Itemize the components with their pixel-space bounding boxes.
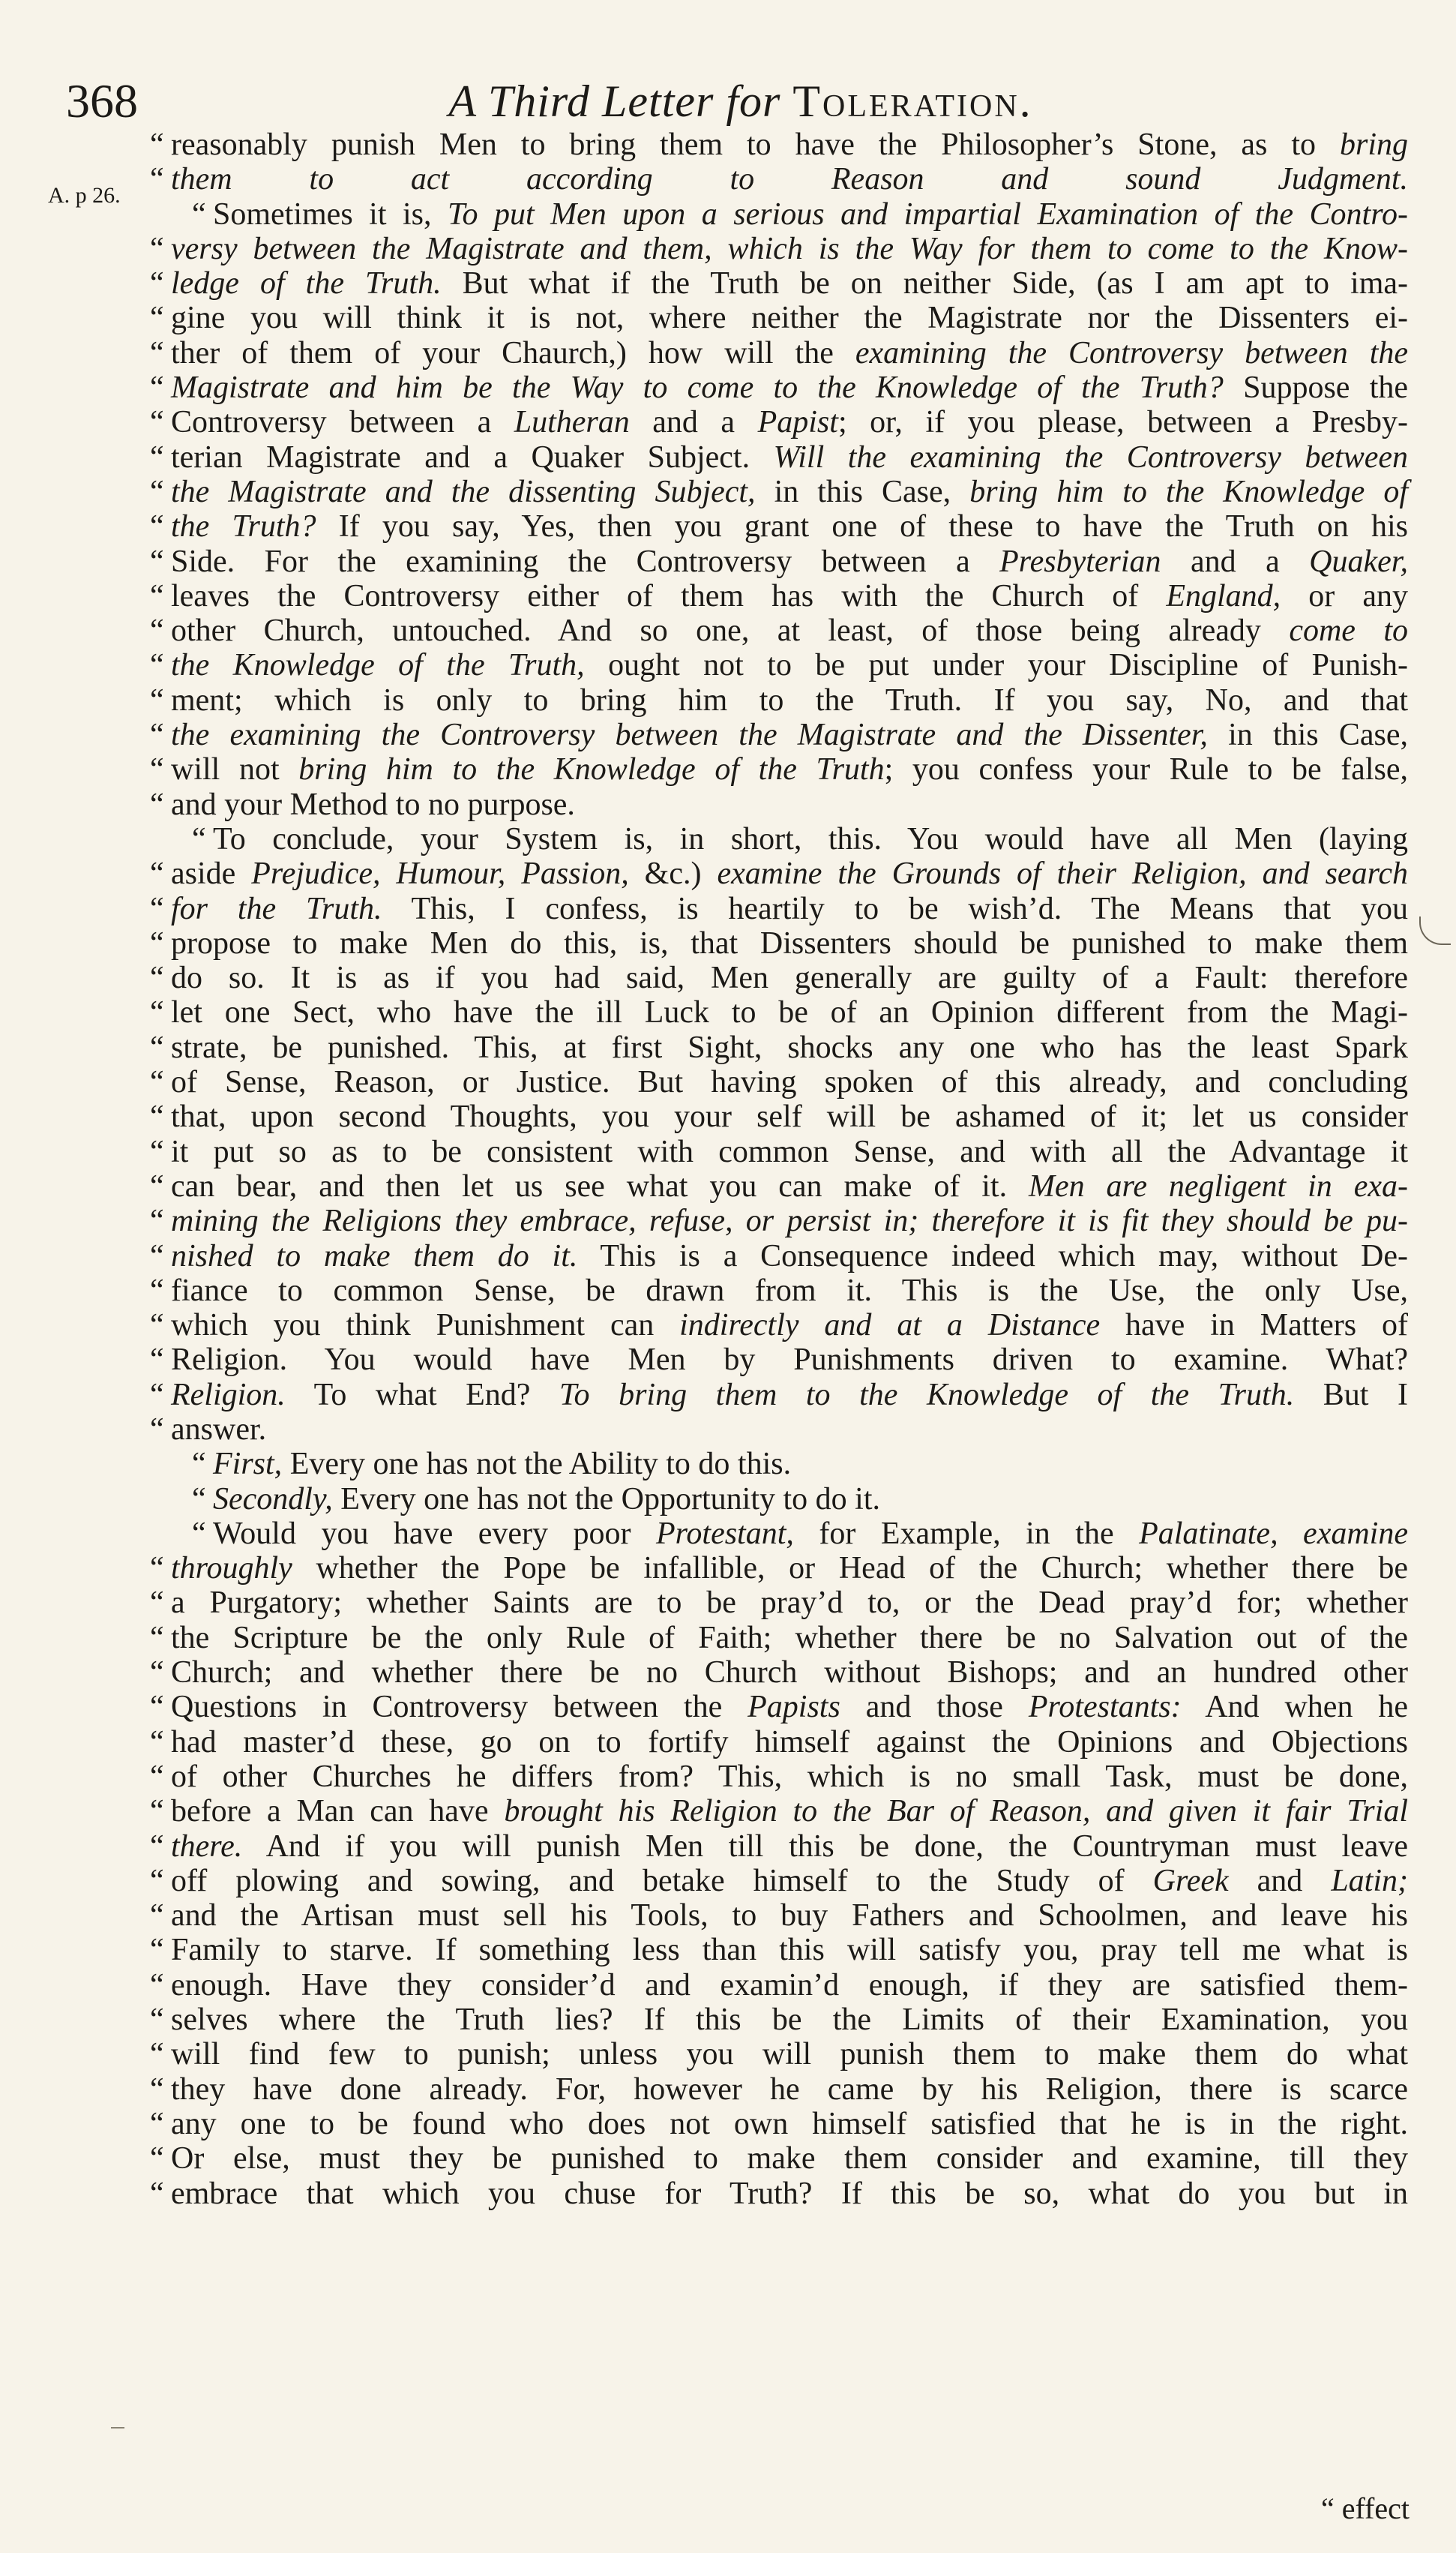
quote-mark: “ xyxy=(150,1377,164,1412)
text-line xyxy=(150,1100,1408,1135)
line-text: leaves the Controversy either of them has with the Church of England, or any xyxy=(171,578,1408,614)
text-line xyxy=(150,2106,1408,2141)
line-text: Religion. To what End? To bring them to the Knowledge of the Truth. But I xyxy=(171,1377,1409,1412)
quote-mark: “ xyxy=(150,1308,164,1343)
text-line xyxy=(150,1863,1408,1898)
line-text: fiance to common Sense, be drawn from it. This is the Use, the only Use, xyxy=(171,1273,1408,1308)
line-text: it put so as to be consistent with common Sense, and with all the Advantage it xyxy=(171,1134,1408,1169)
quote-mark: “ xyxy=(150,301,164,336)
quote-mark: “ xyxy=(150,578,164,614)
text-line xyxy=(150,648,1409,683)
line-text: Or else, must they be punished to make them consider and examine, till they xyxy=(171,2141,1408,2176)
line-text: Church; and whether there be no Church without Bishops; and an hundred other xyxy=(171,1655,1408,1690)
line-text: propose to make Men do this, is, that Dissenters should be punished to make them xyxy=(171,926,1408,961)
line-text: To conclude, your System is, in short, this. You would have all Men (laying xyxy=(213,821,1408,856)
text-line xyxy=(150,2002,1408,2038)
quote-mark: “ xyxy=(150,1168,164,1204)
text-line xyxy=(150,1898,1408,1934)
quote-mark: “ xyxy=(150,1586,164,1621)
line-text: aside Prejudice, Humour, Passion, &c.) examine the Grounds of their Religion, and search xyxy=(171,856,1408,892)
text-line xyxy=(150,1273,1408,1308)
line-text: the Magistrate and the dissenting Subject, in this Case, bring him to the Knowledge of xyxy=(171,474,1408,509)
quote-mark: “ xyxy=(150,648,164,683)
text-line xyxy=(150,1030,1408,1065)
line-text: gine you will think it is not, where neither the Magistrate nor the Dissenters ei- xyxy=(171,301,1408,336)
quote-mark: “ xyxy=(150,370,164,406)
line-text: can bear, and then let us see what you can make of it. Men are negligent in exa- xyxy=(171,1168,1408,1204)
quote-mark: “ xyxy=(150,405,164,440)
quote-mark: “ xyxy=(150,926,164,961)
line-text: embrace that which you chuse for Truth? If this be so, what do you but in xyxy=(171,2176,1408,2211)
quote-mark: “ xyxy=(150,2002,164,2038)
quote-mark: “ xyxy=(150,1551,164,1586)
quote-mark: “ xyxy=(150,1065,164,1100)
quote-mark: “ xyxy=(150,1794,164,1829)
quote-mark: “ xyxy=(192,821,206,856)
quote-mark: “ xyxy=(150,474,164,509)
text-line xyxy=(150,614,1408,649)
text-line xyxy=(150,961,1408,996)
text-line xyxy=(150,1238,1408,1274)
quote-mark: “ xyxy=(150,1724,164,1760)
text-line xyxy=(150,1412,1408,1447)
line-text: First, Every one has not the Ability to do this. xyxy=(213,1447,792,1482)
margin-mark xyxy=(111,2427,124,2428)
line-text: other Church, untouched. And so one, at least, of those being already come to xyxy=(171,614,1408,649)
line-text: do so. It is as if you had said, Men generally are guilty of a Fault: therefore xyxy=(171,961,1408,996)
line-text: Family to starve. If something less than this will satisfy you, pray tell me what is xyxy=(171,1933,1408,1968)
line-text: selves where the Truth lies? If this be the Limits of their Examination, you xyxy=(171,2002,1408,2038)
text-line xyxy=(150,1065,1408,1100)
text-line xyxy=(150,891,1408,926)
quote-mark: “ xyxy=(150,1100,164,1135)
line-text: Secondly, Every one has not the Opportunity to do it. xyxy=(213,1481,881,1516)
quote-mark: “ xyxy=(150,1898,164,1934)
text-line xyxy=(150,128,1408,162)
quote-mark: “ xyxy=(150,1828,164,1864)
text-line xyxy=(171,1447,1408,1481)
margin-bracket-mark xyxy=(1419,916,1451,945)
line-text: had master’d these, go on to fortify himself against the Opinions and Objections xyxy=(171,1724,1408,1760)
marginal-reference: A. p 26. xyxy=(48,183,121,208)
text-line xyxy=(150,682,1408,718)
line-text: mining the Religions they embrace, refuse, or persist in; therefore it is fit they should be pu- xyxy=(171,1204,1408,1239)
quote-mark: “ xyxy=(150,961,164,996)
line-text: nished to make them do it. This is a Consequence indeed which may, without De- xyxy=(171,1238,1408,1274)
text-line xyxy=(150,2141,1408,2176)
body-text xyxy=(150,128,1409,2211)
line-text: Sometimes it is, To put Men upon a serious and impartial Examination of the Contro- xyxy=(213,196,1408,232)
line-text: let one Sect, who have the ill Luck to be of an Opinion different from the Magi- xyxy=(171,995,1408,1030)
quote-mark: “ xyxy=(150,995,164,1030)
text-line xyxy=(150,1168,1408,1204)
line-text: Magistrate and him be the Way to come to the Knowledge of the Truth? Suppose the xyxy=(171,370,1409,406)
line-text: before a Man can have brought his Religion to the Bar of Reason, and given it fair Trial xyxy=(171,1794,1408,1829)
running-header xyxy=(66,71,1416,131)
text-line xyxy=(150,1933,1408,1968)
quote-mark: “ xyxy=(150,1967,164,2002)
line-text: the examining the Controversy between the Magistrate and the Dissenter, in this Case, xyxy=(171,718,1408,753)
text-line xyxy=(150,1204,1408,1239)
quote-mark: “ xyxy=(150,1273,164,1308)
line-text: the Scripture be the only Rule of Faith; whether there be no Salvation out of the xyxy=(171,1620,1408,1655)
text-line xyxy=(150,1967,1408,2002)
quote-mark: “ xyxy=(150,2106,164,2141)
text-line xyxy=(150,926,1408,961)
text-line xyxy=(150,440,1408,475)
quote-mark: “ xyxy=(192,1447,206,1482)
text-line xyxy=(150,301,1408,336)
quote-mark: “ xyxy=(150,856,164,892)
line-text: versy between the Magistrate and them, which is the Way for them to come to the Know- xyxy=(171,231,1408,266)
text-line xyxy=(150,266,1408,302)
text-line xyxy=(171,1516,1408,1551)
quote-mark: “ xyxy=(150,2176,164,2211)
page-number: 368 xyxy=(66,74,138,128)
line-text: and your Method to no purpose. xyxy=(171,787,575,822)
text-line xyxy=(150,2037,1408,2072)
text-line xyxy=(150,162,1408,197)
line-text: ledge of the Truth. But what if the Truth be on neither Side, (as I am apt to ima- xyxy=(171,266,1408,302)
quote-mark: “ xyxy=(150,1759,164,1794)
quote-mark: “ xyxy=(150,614,164,649)
text-line xyxy=(150,1134,1408,1169)
line-text: Controversy between a Lutheran and a Papist; or, if you please, between a Presby- xyxy=(171,405,1408,440)
line-text: strate, be punished. This, at first Sight, shocks any one who has the least Spark xyxy=(171,1030,1408,1065)
quote-mark: “ xyxy=(150,1412,164,1447)
text-line xyxy=(150,231,1408,266)
quote-mark: “ xyxy=(192,1481,206,1516)
quote-mark: “ xyxy=(150,2037,164,2072)
quote-mark: “ xyxy=(150,891,164,926)
line-text: of Sense, Reason, or Justice. But having spoken of this already, and concluding xyxy=(171,1065,1408,1100)
quote-mark: “ xyxy=(192,1516,206,1551)
quote-mark: “ xyxy=(150,1030,164,1065)
running-title-italic: A Third Letter for xyxy=(448,76,781,126)
text-line xyxy=(150,370,1409,406)
text-line xyxy=(150,1551,1408,1586)
line-text: ther of them of your Chaurch,) how will the examining the Controversy between the xyxy=(171,335,1408,370)
line-text: and the Artisan must sell his Tools, to buy Fathers and Schoolmen, and leave his xyxy=(171,1898,1408,1934)
quote-mark: “ xyxy=(150,266,164,302)
text-line xyxy=(150,1586,1408,1621)
quote-mark: “ xyxy=(150,128,164,162)
line-text: throughly whether the Pope be infallible, or Head of the Church; whether there be xyxy=(171,1551,1408,1586)
quote-mark: “ xyxy=(150,752,164,788)
text-line xyxy=(150,718,1408,753)
line-text: Questions in Controversy between the Papists and those Protestants: And when he xyxy=(171,1690,1408,1725)
line-text: any one to be found who does not own himself satisfied that he is in the right. xyxy=(171,2106,1408,2141)
text-line xyxy=(150,1759,1408,1794)
text-line xyxy=(171,822,1408,856)
line-text: will not bring him to the Knowledge of the Truth; you confess your Rule to be false, xyxy=(171,752,1408,788)
text-line xyxy=(150,1377,1409,1412)
quote-mark: “ xyxy=(150,509,164,544)
text-line xyxy=(150,1620,1408,1655)
line-text: reasonably punish Men to bring them to have the Philosopher’s Stone, as to bring xyxy=(171,128,1408,162)
line-text: of other Churches he differs from? This, which is no small Task, must be done, xyxy=(171,1759,1408,1794)
quote-mark: “ xyxy=(150,1204,164,1239)
quote-mark: “ xyxy=(150,718,164,753)
quote-mark: “ xyxy=(150,2072,164,2107)
line-text: Side. For the examining the Controversy between a Presbyterian and a Quaker, xyxy=(171,544,1408,579)
quote-mark: “ xyxy=(150,1933,164,1968)
catchword: “ effect xyxy=(1320,2492,1410,2525)
line-text: will find few to punish; unless you will punish them to make them do what xyxy=(171,2037,1408,2072)
text-line xyxy=(150,1690,1408,1725)
text-line xyxy=(150,544,1408,579)
quote-mark: “ xyxy=(150,1342,164,1378)
text-line xyxy=(150,2072,1408,2107)
line-text: answer. xyxy=(171,1412,267,1447)
line-text: the Truth? If you say, Yes, then you grant one of these to have the Truth on his xyxy=(171,509,1408,544)
quote-mark: “ xyxy=(150,1238,164,1274)
text-line xyxy=(150,1724,1408,1760)
running-title-small-caps: Toleration. xyxy=(792,76,1033,126)
text-line xyxy=(150,335,1408,370)
line-text: a Purgatory; whether Saints are to be pray’d to, or the Dead pray’d for; whether xyxy=(171,1586,1408,1621)
line-text: ment; which is only to bring him to the Truth. If you say, No, and that xyxy=(171,682,1408,718)
quote-mark: “ xyxy=(150,1690,164,1725)
line-text: them to act according to Reason and sound Judgment. xyxy=(171,162,1408,197)
line-text: the Knowledge of the Truth, ought not to be put under your Discipline of Punish- xyxy=(171,648,1409,683)
line-text: off plowing and sowing, and betake himself to the Study of Greek and Latin; xyxy=(171,1863,1408,1898)
quote-mark: “ xyxy=(150,1620,164,1655)
quote-mark: “ xyxy=(150,2141,164,2176)
quote-mark: “ xyxy=(150,1134,164,1169)
text-line xyxy=(150,1794,1408,1829)
text-line xyxy=(150,474,1408,509)
line-text: terian Magistrate and a Quaker Subject. Will the examining the Controversy between xyxy=(171,440,1408,475)
quote-mark: “ xyxy=(150,162,164,197)
line-text: enough. Have they consider’d and examin’d enough, if they are satisfied them- xyxy=(171,1967,1408,2002)
quote-mark: “ xyxy=(150,335,164,370)
text-line xyxy=(150,1342,1408,1378)
text-line xyxy=(150,1828,1408,1864)
text-line xyxy=(150,856,1408,892)
text-line xyxy=(171,197,1408,232)
quote-mark: “ xyxy=(150,231,164,266)
running-title xyxy=(66,71,1416,131)
text-line xyxy=(150,1655,1408,1690)
quote-mark: “ xyxy=(150,787,164,822)
text-line xyxy=(150,752,1408,788)
text-line xyxy=(150,995,1408,1030)
text-line xyxy=(150,2176,1408,2211)
quote-mark: “ xyxy=(150,544,164,579)
text-line xyxy=(150,405,1408,440)
quote-mark: “ xyxy=(192,196,206,232)
line-text: they have done already. For, however he came by his Religion, there is scarce xyxy=(171,2072,1408,2107)
text-line xyxy=(150,787,1408,822)
quote-mark: “ xyxy=(150,1863,164,1898)
text-line xyxy=(150,509,1408,544)
line-text: there. And if you will punish Men till this be done, the Countryman must leave xyxy=(171,1828,1408,1864)
line-text: that, upon second Thoughts, you your self will be ashamed of it; let us consider xyxy=(171,1100,1408,1135)
quote-mark: “ xyxy=(150,682,164,718)
line-text: Would you have every poor Protestant, for Example, in the Palatinate, examine xyxy=(213,1516,1408,1551)
quote-mark: “ xyxy=(150,1655,164,1690)
line-text: which you think Punishment can indirectly and at a Distance have in Matters of xyxy=(171,1308,1408,1343)
line-text: for the Truth. This, I confess, is heartily to be wish’d. The Means that you xyxy=(171,891,1408,926)
text-line xyxy=(150,578,1408,614)
text-line xyxy=(171,1482,1408,1516)
line-text: Religion. You would have Men by Punishments driven to examine. What? xyxy=(171,1342,1408,1378)
quote-mark: “ xyxy=(150,440,164,475)
text-line xyxy=(150,1308,1408,1343)
